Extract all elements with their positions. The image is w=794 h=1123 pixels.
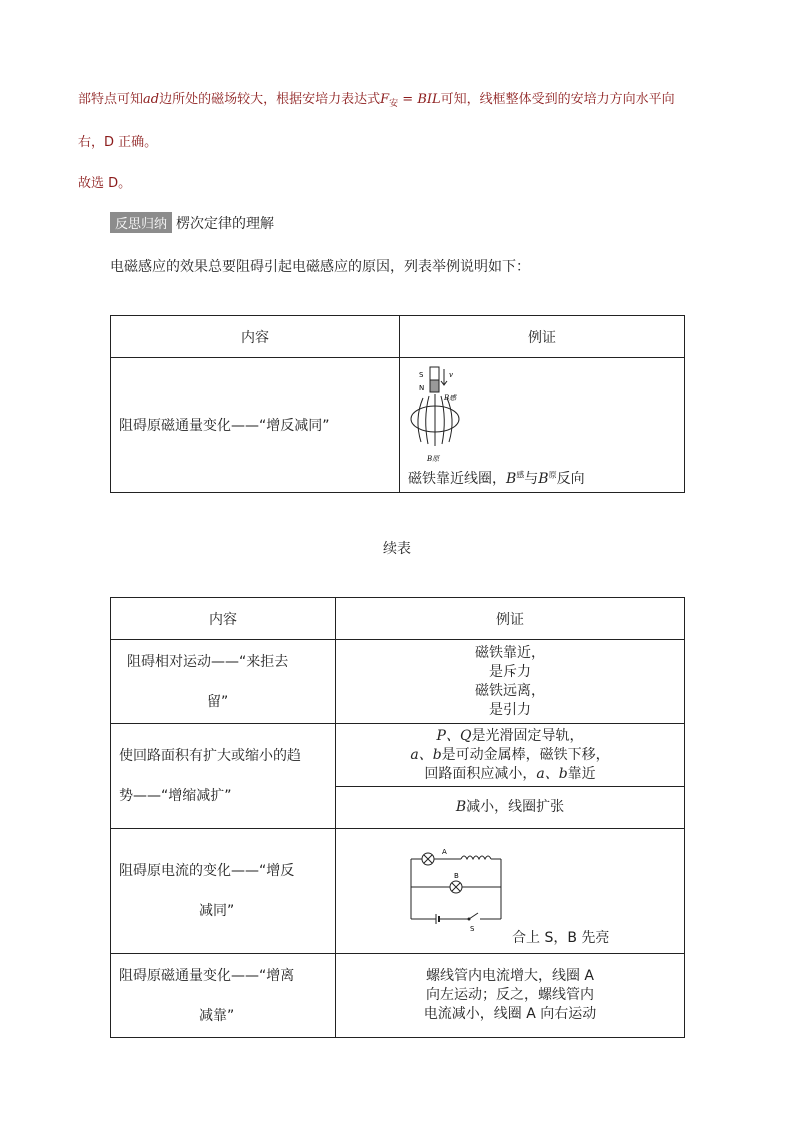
- text: 部特点可知: [78, 92, 144, 107]
- inductor-coil: [461, 856, 491, 859]
- content-line: 使回路面积有扩大或缩小的趋: [119, 748, 301, 764]
- table-cell-example: [336, 640, 685, 724]
- content-line: 阻碍相对运动——“来拒去: [127, 653, 289, 670]
- caption-text: 磁铁靠近线圈，: [408, 471, 506, 487]
- caption-b: B: [538, 471, 549, 487]
- label-b-original: B原: [427, 455, 440, 463]
- table-cell-example: [336, 829, 685, 954]
- table-cell-content: [111, 954, 336, 1038]
- var-pq: P、Q: [436, 727, 472, 744]
- content-line: 阻碍原磁通量变化——“增离: [119, 967, 295, 984]
- content-line: 阻碍原电流的变化——“增反: [119, 863, 295, 879]
- example-text: 回路面积应减小，: [424, 765, 537, 782]
- table-cell-content: [111, 724, 336, 829]
- label-b: B: [454, 872, 459, 880]
- content-line: 减靠”: [199, 1007, 235, 1024]
- content-line: 减同”: [199, 903, 235, 919]
- example-line: 磁铁远离，: [475, 682, 545, 699]
- example-text: 是可动金属棒，磁铁下移，: [441, 746, 610, 763]
- paragraph-line-1: [78, 88, 675, 107]
- formula-f: F: [380, 92, 390, 107]
- caption-sup: 原: [548, 470, 557, 480]
- caption-sup: 感: [516, 470, 525, 480]
- label-v: v: [449, 371, 453, 379]
- magnet-coil-figure: [406, 364, 526, 472]
- example-line: 是引力: [489, 701, 531, 718]
- paragraph-line-3: 故选 D。: [78, 176, 132, 191]
- circuit-figure: [406, 843, 516, 933]
- example-line: 螺线管内电流增大，线圈 A: [425, 968, 595, 984]
- paragraph-line-2: 右，D 正确。: [78, 135, 158, 150]
- formula-rest: = BIL: [398, 92, 441, 107]
- continued-caption: 续表: [383, 541, 411, 557]
- section-intro: 电磁感应的效果总要阻碍引起电磁感应的原因，列表举例说明如下：: [110, 259, 530, 275]
- label-s: S: [419, 371, 424, 379]
- table-header: 例证: [400, 316, 685, 358]
- circuit-caption: 合上 S，B 先亮: [512, 930, 610, 946]
- example-text: 减小，线圈扩张: [466, 799, 565, 815]
- caption-text: 与: [524, 471, 539, 487]
- table-cell-example: [336, 787, 685, 829]
- figure-caption: [408, 468, 585, 488]
- table-cell-example: [400, 358, 685, 493]
- content-line: 势——“增缩减扩”: [119, 788, 232, 804]
- field-line: [418, 398, 423, 442]
- caption-text: 反向: [556, 471, 585, 487]
- table-header: 内容: [111, 316, 400, 358]
- table-lenz-1: [110, 315, 685, 493]
- field-line: [426, 396, 429, 444]
- table-header: 内容: [111, 598, 336, 640]
- var-b: B: [455, 799, 467, 815]
- variable-ad: ad: [143, 92, 160, 107]
- field-line: [447, 398, 452, 442]
- section-title: 楞次定律的理解: [176, 216, 275, 232]
- var-ab: a、b: [410, 746, 442, 763]
- table-cell-content: 阻碍原磁通量变化——“增反减同”: [111, 358, 400, 493]
- magnet-n-pole: [430, 380, 439, 392]
- field-line: [441, 396, 444, 444]
- example-text: 靠近: [567, 765, 596, 782]
- section-heading: [110, 212, 274, 233]
- content-line: 留”: [207, 693, 229, 710]
- text: 可知，线框整体受到的安培力方向水平向: [440, 92, 675, 107]
- formula-subscript: 安: [389, 99, 399, 109]
- table-cell-content: [111, 829, 336, 954]
- example-line: 电流减小，线圈 A 向右运动: [423, 1006, 597, 1022]
- label-a: A: [442, 848, 447, 856]
- caption-b: B: [506, 471, 517, 487]
- formula: [380, 92, 441, 107]
- example-text: 是光滑固定导轨，: [471, 727, 584, 744]
- example-line: 向左运动；反之，螺线管内: [426, 987, 594, 1003]
- text: 边所处的磁场较大，根据安培力表达式: [159, 92, 381, 107]
- var-ab: a、b: [536, 765, 568, 782]
- table-lenz-2: [110, 597, 685, 1038]
- example-line: 磁铁靠近，: [475, 644, 545, 661]
- table-header: 例证: [336, 598, 685, 640]
- table-cell-content: [111, 640, 336, 724]
- magnet-s-pole: [430, 367, 439, 380]
- table-cell-example: [336, 724, 685, 787]
- label-b-induced: B感: [444, 394, 457, 402]
- table-cell-example: [336, 954, 685, 1038]
- label-s: S: [470, 925, 475, 933]
- example-line: 是斥力: [489, 663, 531, 680]
- section-tag: 反思归纳: [110, 212, 172, 233]
- label-n: N: [419, 384, 425, 392]
- switch-blade: [469, 913, 478, 919]
